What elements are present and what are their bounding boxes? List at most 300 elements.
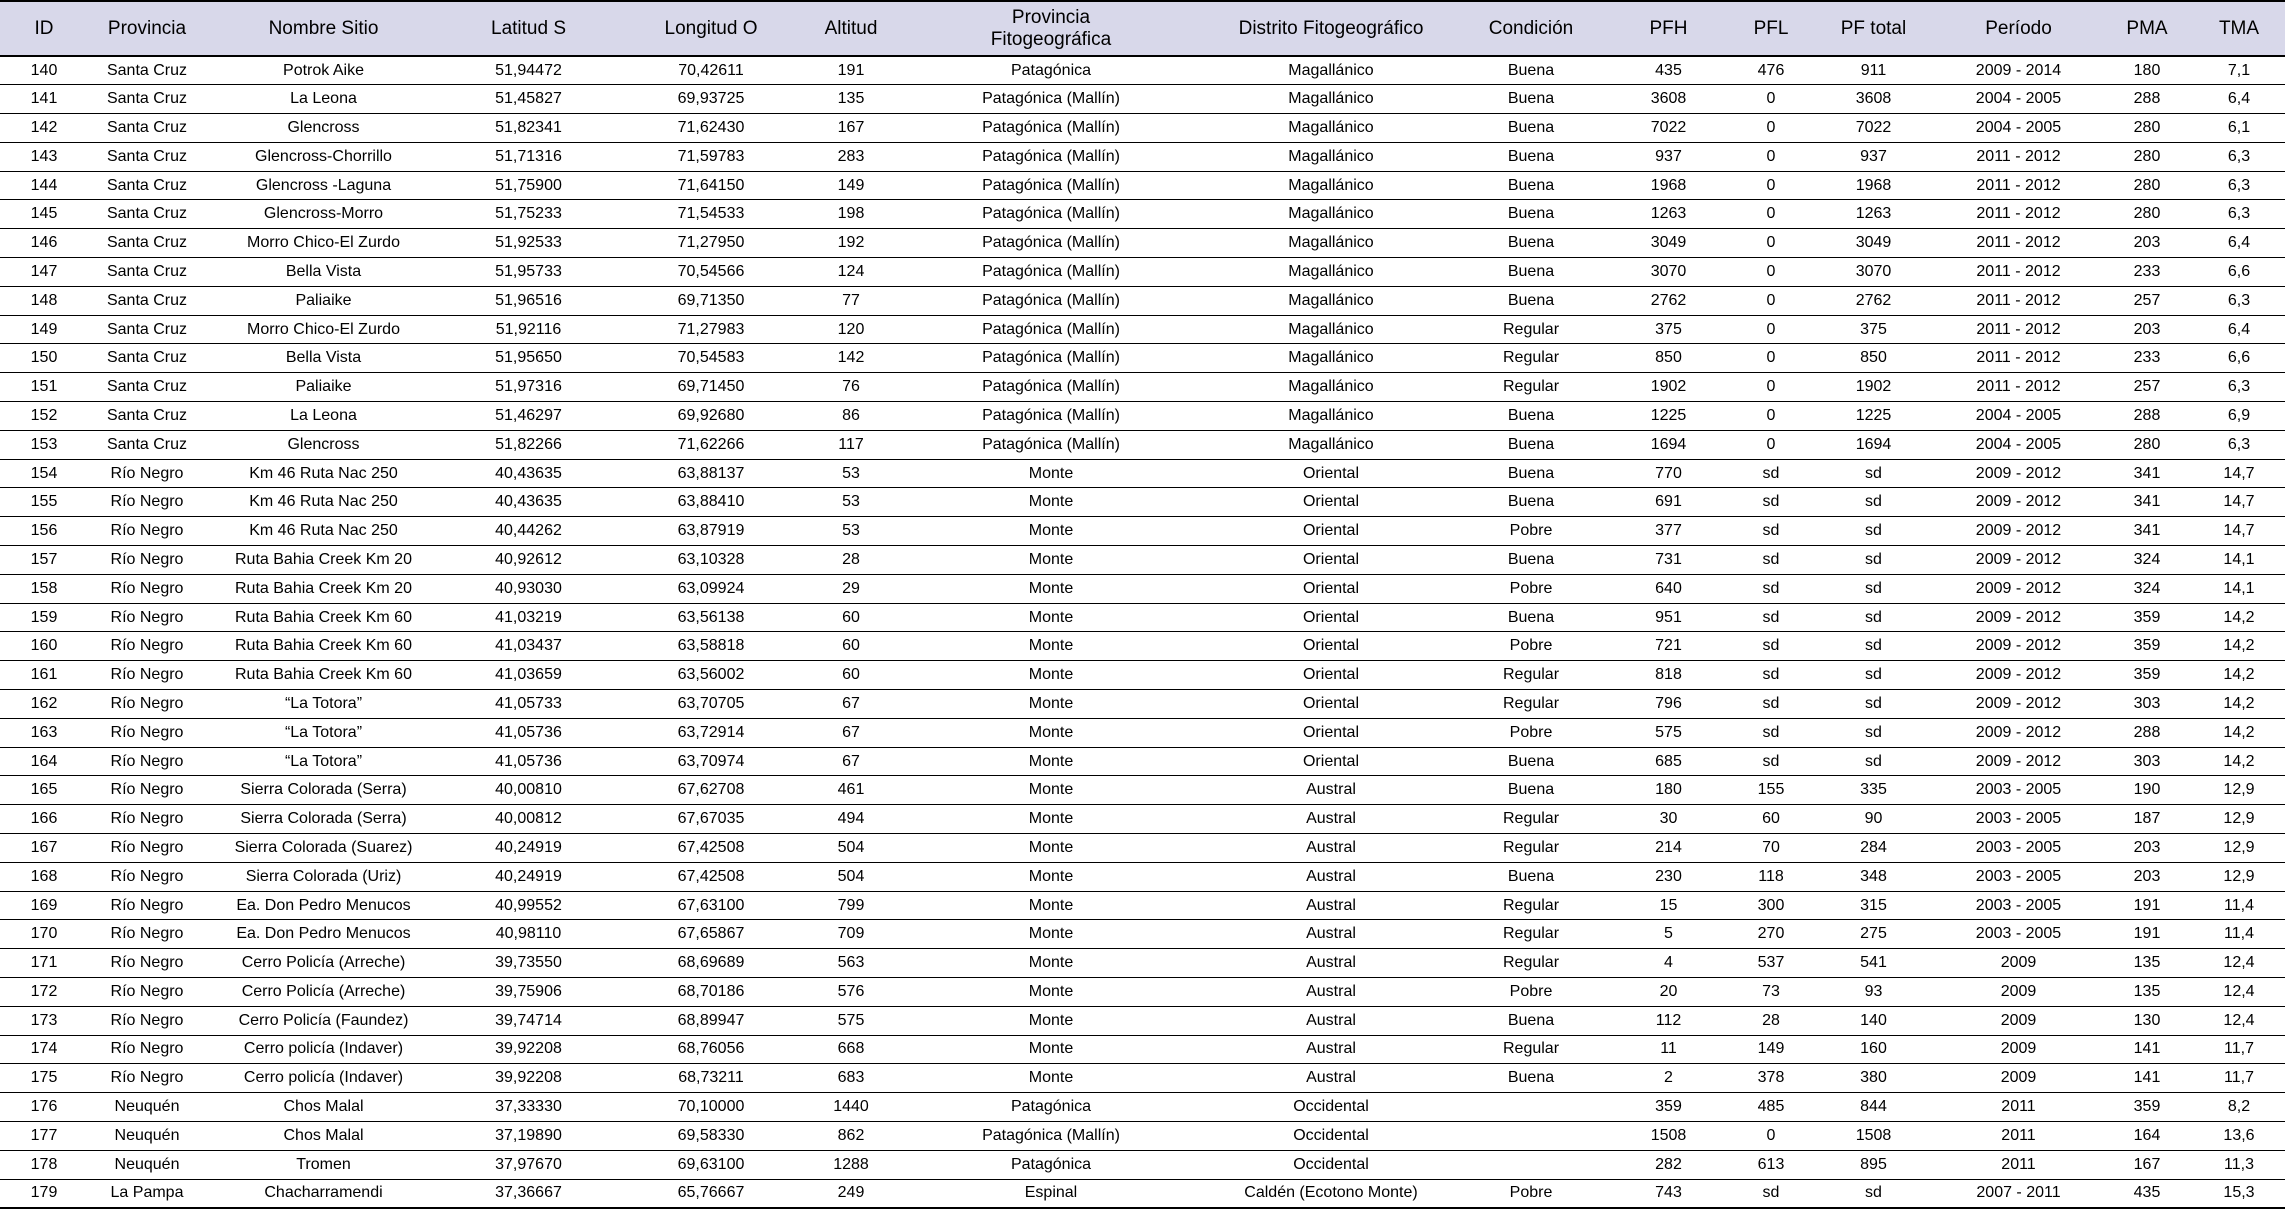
- cell-nombre-sitio: Glencross-Chorrillo: [206, 142, 441, 171]
- cell-id: 151: [0, 373, 88, 402]
- cell-pfl: 0: [1731, 1121, 1811, 1150]
- cell-nombre-sitio: Cerro Policía (Arreche): [206, 978, 441, 1007]
- table-row: [0, 1121, 2285, 1150]
- cell-tma: 12,9: [2193, 805, 2285, 834]
- cell-distrito: Oriental: [1206, 517, 1456, 546]
- cell-pf-total: sd: [1811, 632, 1936, 661]
- cell-pf-total: 895: [1811, 1150, 1936, 1179]
- cell-distrito: Magallánico: [1206, 402, 1456, 431]
- cell-nombre-sitio: Cerro Policía (Arreche): [206, 949, 441, 978]
- table-row: [0, 891, 2285, 920]
- cell-longitud: 63,09924: [616, 574, 806, 603]
- cell-provincia: Santa Cruz: [88, 430, 206, 459]
- cell-pfl: sd: [1731, 574, 1811, 603]
- cell-condicion: Buena: [1456, 85, 1606, 114]
- cell-tma: 6,4: [2193, 315, 2285, 344]
- cell-pf-total: 2762: [1811, 286, 1936, 315]
- table-row: [0, 690, 2285, 719]
- cell-pfh: 4: [1606, 949, 1731, 978]
- cell-pfl: 155: [1731, 776, 1811, 805]
- cell-condicion: Buena: [1456, 862, 1606, 891]
- table-row: [0, 258, 2285, 287]
- cell-pf-total: 380: [1811, 1064, 1936, 1093]
- cell-pf-total: 315: [1811, 891, 1936, 920]
- cell-provincia-fitogeografica: Monte: [896, 862, 1206, 891]
- cell-provincia: Santa Cruz: [88, 286, 206, 315]
- cell-longitud: 63,70705: [616, 690, 806, 719]
- cell-altitud: 1288: [806, 1150, 896, 1179]
- cell-longitud: 69,63100: [616, 1150, 806, 1179]
- cell-tma: 14,7: [2193, 459, 2285, 488]
- cell-condicion: Regular: [1456, 661, 1606, 690]
- cell-provincia-fitogeografica: Monte: [896, 1006, 1206, 1035]
- cell-provincia: Río Negro: [88, 546, 206, 575]
- cell-distrito: Oriental: [1206, 459, 1456, 488]
- cell-condicion: [1456, 1121, 1606, 1150]
- cell-tma: 7,1: [2193, 56, 2285, 85]
- cell-distrito: Caldén (Ecotono Monte): [1206, 1179, 1456, 1208]
- cell-provincia: Río Negro: [88, 834, 206, 863]
- cell-tma: 14,2: [2193, 661, 2285, 690]
- cell-provincia-fitogeografica: Monte: [896, 978, 1206, 1007]
- cell-altitud: 576: [806, 978, 896, 1007]
- table-row: [0, 488, 2285, 517]
- cell-longitud: 71,62266: [616, 430, 806, 459]
- cell-provincia-fitogeografica: Monte: [896, 517, 1206, 546]
- cell-pfl: 0: [1731, 286, 1811, 315]
- header-nombre-sitio: Nombre Sitio: [206, 1, 441, 56]
- cell-pfl: 118: [1731, 862, 1811, 891]
- cell-provincia: Santa Cruz: [88, 85, 206, 114]
- cell-condicion: Pobre: [1456, 574, 1606, 603]
- cell-pfl: 60: [1731, 805, 1811, 834]
- cell-pfl: 0: [1731, 430, 1811, 459]
- cell-provincia-fitogeografica: Patagónica (Mallín): [896, 373, 1206, 402]
- cell-pma: 280: [2101, 200, 2193, 229]
- cell-id: 167: [0, 834, 88, 863]
- cell-pf-total: 7022: [1811, 114, 1936, 143]
- cell-altitud: 149: [806, 171, 896, 200]
- cell-id: 149: [0, 315, 88, 344]
- cell-longitud: 63,56002: [616, 661, 806, 690]
- cell-pfl: 0: [1731, 171, 1811, 200]
- cell-pfh: 818: [1606, 661, 1731, 690]
- cell-altitud: 135: [806, 85, 896, 114]
- cell-distrito: Austral: [1206, 1035, 1456, 1064]
- cell-altitud: 461: [806, 776, 896, 805]
- cell-tma: 14,7: [2193, 488, 2285, 517]
- cell-id: 152: [0, 402, 88, 431]
- cell-pfl: 0: [1731, 402, 1811, 431]
- cell-id: 158: [0, 574, 88, 603]
- cell-provincia-fitogeografica: Monte: [896, 891, 1206, 920]
- cell-nombre-sitio: Cerro Policía (Faundez): [206, 1006, 441, 1035]
- cell-pfl: 485: [1731, 1093, 1811, 1122]
- cell-pfl: sd: [1731, 661, 1811, 690]
- cell-id: 169: [0, 891, 88, 920]
- cell-condicion: Buena: [1456, 56, 1606, 85]
- cell-altitud: 249: [806, 1179, 896, 1208]
- cell-pma: 203: [2101, 862, 2193, 891]
- cell-tma: 14,1: [2193, 546, 2285, 575]
- cell-pf-total: sd: [1811, 574, 1936, 603]
- cell-latitud: 41,03659: [441, 661, 616, 690]
- cell-pma: 141: [2101, 1064, 2193, 1093]
- cell-distrito: Magallánico: [1206, 373, 1456, 402]
- cell-distrito: Magallánico: [1206, 200, 1456, 229]
- table-row: [0, 430, 2285, 459]
- cell-id: 142: [0, 114, 88, 143]
- cell-latitud: 51,94472: [441, 56, 616, 85]
- cell-nombre-sitio: Ea. Don Pedro Menucos: [206, 920, 441, 949]
- cell-id: 157: [0, 546, 88, 575]
- table-row: [0, 142, 2285, 171]
- cell-pfh: 937: [1606, 142, 1731, 171]
- table-row: [0, 574, 2285, 603]
- cell-nombre-sitio: Glencross -Laguna: [206, 171, 441, 200]
- cell-pf-total: sd: [1811, 546, 1936, 575]
- cell-pf-total: 375: [1811, 315, 1936, 344]
- cell-pfl: 378: [1731, 1064, 1811, 1093]
- cell-pf-total: sd: [1811, 661, 1936, 690]
- cell-periodo: 2009 - 2012: [1936, 488, 2101, 517]
- cell-nombre-sitio: Sierra Colorada (Serra): [206, 776, 441, 805]
- cell-latitud: 51,92116: [441, 315, 616, 344]
- cell-periodo: 2009: [1936, 1064, 2101, 1093]
- cell-pfh: 721: [1606, 632, 1731, 661]
- cell-altitud: 67: [806, 718, 896, 747]
- cell-pf-total: 335: [1811, 776, 1936, 805]
- cell-pfh: 685: [1606, 747, 1731, 776]
- cell-latitud: 40,43635: [441, 459, 616, 488]
- cell-nombre-sitio: Bella Vista: [206, 258, 441, 287]
- cell-id: 161: [0, 661, 88, 690]
- cell-periodo: 2009 - 2014: [1936, 56, 2101, 85]
- cell-pf-total: 160: [1811, 1035, 1936, 1064]
- cell-pfh: 575: [1606, 718, 1731, 747]
- cell-condicion: Buena: [1456, 171, 1606, 200]
- cell-pfh: 3049: [1606, 229, 1731, 258]
- cell-altitud: 563: [806, 949, 896, 978]
- cell-pma: 280: [2101, 430, 2193, 459]
- cell-provincia-fitogeografica: Monte: [896, 1064, 1206, 1093]
- cell-altitud: 668: [806, 1035, 896, 1064]
- cell-pfl: sd: [1731, 632, 1811, 661]
- cell-tma: 6,4: [2193, 229, 2285, 258]
- cell-latitud: 40,24919: [441, 834, 616, 863]
- cell-longitud: 71,54533: [616, 200, 806, 229]
- cell-tma: 12,9: [2193, 776, 2285, 805]
- cell-distrito: Magallánico: [1206, 171, 1456, 200]
- cell-periodo: 2003 - 2005: [1936, 805, 2101, 834]
- cell-pfh: 770: [1606, 459, 1731, 488]
- cell-provincia-fitogeografica: Monte: [896, 632, 1206, 661]
- cell-periodo: 2011 - 2012: [1936, 229, 2101, 258]
- table-row: [0, 805, 2285, 834]
- cell-periodo: 2009 - 2012: [1936, 459, 2101, 488]
- cell-id: 155: [0, 488, 88, 517]
- cell-pma: 257: [2101, 373, 2193, 402]
- cell-distrito: Oriental: [1206, 661, 1456, 690]
- cell-nombre-sitio: “La Totora”: [206, 718, 441, 747]
- cell-pfl: 613: [1731, 1150, 1811, 1179]
- cell-condicion: Buena: [1456, 200, 1606, 229]
- cell-tma: 11,7: [2193, 1035, 2285, 1064]
- cell-latitud: 37,97670: [441, 1150, 616, 1179]
- cell-provincia: Río Negro: [88, 1006, 206, 1035]
- cell-condicion: [1456, 1093, 1606, 1122]
- cell-distrito: Austral: [1206, 1064, 1456, 1093]
- cell-nombre-sitio: Chacharramendi: [206, 1179, 441, 1208]
- cell-nombre-sitio: Glencross: [206, 430, 441, 459]
- cell-distrito: Occidental: [1206, 1150, 1456, 1179]
- cell-provincia: La Pampa: [88, 1179, 206, 1208]
- cell-condicion: Buena: [1456, 459, 1606, 488]
- cell-pma: 190: [2101, 776, 2193, 805]
- cell-longitud: 67,42508: [616, 834, 806, 863]
- cell-nombre-sitio: Ruta Bahia Creek Km 60: [206, 632, 441, 661]
- cell-id: 168: [0, 862, 88, 891]
- table-row: [0, 344, 2285, 373]
- cell-periodo: 2009 - 2012: [1936, 661, 2101, 690]
- cell-id: 170: [0, 920, 88, 949]
- cell-condicion: Regular: [1456, 1035, 1606, 1064]
- cell-provincia-fitogeografica: Patagónica (Mallín): [896, 114, 1206, 143]
- cell-periodo: 2011: [1936, 1093, 2101, 1122]
- cell-condicion: Pobre: [1456, 632, 1606, 661]
- cell-pfh: 2762: [1606, 286, 1731, 315]
- cell-pma: 187: [2101, 805, 2193, 834]
- cell-provincia-fitogeografica: Patagónica: [896, 1093, 1206, 1122]
- cell-distrito: Austral: [1206, 1006, 1456, 1035]
- cell-nombre-sitio: Glencross-Morro: [206, 200, 441, 229]
- cell-pma: 435: [2101, 1179, 2193, 1208]
- cell-provincia: Neuquén: [88, 1150, 206, 1179]
- cell-id: 154: [0, 459, 88, 488]
- cell-condicion: Regular: [1456, 344, 1606, 373]
- cell-periodo: 2011 - 2012: [1936, 344, 2101, 373]
- cell-provincia-fitogeografica: Monte: [896, 574, 1206, 603]
- cell-distrito: Austral: [1206, 862, 1456, 891]
- header-provincia-fitogeografica-line1: Provincia: [1011, 6, 1091, 28]
- cell-provincia-fitogeografica: Patagónica (Mallín): [896, 430, 1206, 459]
- cell-tma: 6,1: [2193, 114, 2285, 143]
- cell-condicion: Buena: [1456, 286, 1606, 315]
- cell-tma: 11,3: [2193, 1150, 2285, 1179]
- cell-pma: 341: [2101, 459, 2193, 488]
- cell-provincia-fitogeografica: Monte: [896, 949, 1206, 978]
- cell-pma: 130: [2101, 1006, 2193, 1035]
- cell-periodo: 2004 - 2005: [1936, 85, 2101, 114]
- cell-id: 172: [0, 978, 88, 1007]
- cell-provincia-fitogeografica: Monte: [896, 690, 1206, 719]
- cell-provincia: Santa Cruz: [88, 142, 206, 171]
- header-latitud: Latitud S: [441, 1, 616, 56]
- cell-longitud: 67,42508: [616, 862, 806, 891]
- cell-pf-total: 937: [1811, 142, 1936, 171]
- cell-nombre-sitio: “La Totora”: [206, 747, 441, 776]
- cell-altitud: 120: [806, 315, 896, 344]
- cell-condicion: Buena: [1456, 430, 1606, 459]
- cell-tma: 6,3: [2193, 142, 2285, 171]
- cell-condicion: Regular: [1456, 690, 1606, 719]
- table-row: [0, 920, 2285, 949]
- header-pfl: PFL: [1731, 1, 1811, 56]
- cell-pma: 257: [2101, 286, 2193, 315]
- cell-longitud: 70,54566: [616, 258, 806, 287]
- cell-periodo: 2009 - 2012: [1936, 718, 2101, 747]
- table-row: [0, 171, 2285, 200]
- cell-latitud: 41,05733: [441, 690, 616, 719]
- cell-nombre-sitio: Sierra Colorada (Suarez): [206, 834, 441, 863]
- cell-pfh: 282: [1606, 1150, 1731, 1179]
- cell-pfh: 377: [1606, 517, 1731, 546]
- cell-pfh: 230: [1606, 862, 1731, 891]
- cell-longitud: 63,56138: [616, 603, 806, 632]
- cell-provincia: Río Negro: [88, 488, 206, 517]
- cell-pfl: sd: [1731, 488, 1811, 517]
- cell-provincia: Río Negro: [88, 1035, 206, 1064]
- table-body: [0, 56, 2285, 1208]
- cell-condicion: Buena: [1456, 603, 1606, 632]
- cell-provincia: Santa Cruz: [88, 229, 206, 258]
- table-row: [0, 862, 2285, 891]
- cell-provincia-fitogeografica: Patagónica (Mallín): [896, 229, 1206, 258]
- cell-periodo: 2003 - 2005: [1936, 834, 2101, 863]
- cell-id: 145: [0, 200, 88, 229]
- cell-pfl: sd: [1731, 517, 1811, 546]
- cell-nombre-sitio: Ea. Don Pedro Menucos: [206, 891, 441, 920]
- cell-nombre-sitio: Sierra Colorada (Serra): [206, 805, 441, 834]
- cell-id: 163: [0, 718, 88, 747]
- cell-provincia-fitogeografica: Patagónica (Mallín): [896, 142, 1206, 171]
- table-row: [0, 603, 2285, 632]
- cell-tma: 8,2: [2193, 1093, 2285, 1122]
- cell-pf-total: 3608: [1811, 85, 1936, 114]
- cell-pma: 203: [2101, 229, 2193, 258]
- cell-pma: 359: [2101, 632, 2193, 661]
- cell-condicion: Buena: [1456, 114, 1606, 143]
- cell-latitud: 39,75906: [441, 978, 616, 1007]
- cell-id: 176: [0, 1093, 88, 1122]
- cell-periodo: 2009 - 2012: [1936, 632, 2101, 661]
- cell-provincia: Neuquén: [88, 1121, 206, 1150]
- cell-distrito: Magallánico: [1206, 229, 1456, 258]
- cell-tma: 14,2: [2193, 747, 2285, 776]
- cell-pma: 203: [2101, 315, 2193, 344]
- cell-nombre-sitio: Chos Malal: [206, 1121, 441, 1150]
- cell-pfh: 1225: [1606, 402, 1731, 431]
- table-row: [0, 56, 2285, 85]
- cell-id: 177: [0, 1121, 88, 1150]
- cell-id: 160: [0, 632, 88, 661]
- cell-periodo: 2011 - 2012: [1936, 373, 2101, 402]
- cell-distrito: Oriental: [1206, 747, 1456, 776]
- cell-longitud: 63,88410: [616, 488, 806, 517]
- cell-provincia-fitogeografica: Patagónica (Mallín): [896, 402, 1206, 431]
- header-condicion: Condición: [1456, 1, 1606, 56]
- cell-provincia: Santa Cruz: [88, 56, 206, 85]
- cell-altitud: 67: [806, 690, 896, 719]
- table-row: [0, 402, 2285, 431]
- cell-periodo: 2009: [1936, 1006, 2101, 1035]
- cell-distrito: Magallánico: [1206, 344, 1456, 373]
- cell-pfl: sd: [1731, 718, 1811, 747]
- cell-condicion: Buena: [1456, 258, 1606, 287]
- cell-longitud: 71,62430: [616, 114, 806, 143]
- cell-latitud: 51,82341: [441, 114, 616, 143]
- cell-longitud: 63,70974: [616, 747, 806, 776]
- cell-longitud: 70,42611: [616, 56, 806, 85]
- cell-pf-total: 348: [1811, 862, 1936, 891]
- cell-latitud: 40,99552: [441, 891, 616, 920]
- cell-distrito: Austral: [1206, 949, 1456, 978]
- cell-longitud: 63,72914: [616, 718, 806, 747]
- cell-pfh: 731: [1606, 546, 1731, 575]
- cell-provincia: Río Negro: [88, 747, 206, 776]
- cell-nombre-sitio: Km 46 Ruta Nac 250: [206, 488, 441, 517]
- cell-altitud: 191: [806, 56, 896, 85]
- cell-distrito: Magallánico: [1206, 430, 1456, 459]
- cell-pfh: 180: [1606, 776, 1731, 805]
- cell-latitud: 41,03219: [441, 603, 616, 632]
- cell-pf-total: sd: [1811, 718, 1936, 747]
- cell-provincia-fitogeografica: Monte: [896, 546, 1206, 575]
- cell-latitud: 51,92533: [441, 229, 616, 258]
- cell-pf-total: sd: [1811, 1179, 1936, 1208]
- cell-altitud: 76: [806, 373, 896, 402]
- cell-pfh: 435: [1606, 56, 1731, 85]
- cell-nombre-sitio: Cerro policía (Indaver): [206, 1064, 441, 1093]
- cell-nombre-sitio: Ruta Bahia Creek Km 60: [206, 661, 441, 690]
- cell-condicion: [1456, 1150, 1606, 1179]
- cell-condicion: Pobre: [1456, 517, 1606, 546]
- cell-latitud: 39,92208: [441, 1035, 616, 1064]
- cell-id: 144: [0, 171, 88, 200]
- cell-tma: 12,9: [2193, 862, 2285, 891]
- header-periodo: Período: [1936, 1, 2101, 56]
- cell-nombre-sitio: Sierra Colorada (Uriz): [206, 862, 441, 891]
- cell-condicion: Pobre: [1456, 978, 1606, 1007]
- cell-periodo: 2004 - 2005: [1936, 402, 2101, 431]
- cell-tma: 6,3: [2193, 373, 2285, 402]
- cell-pfh: 15: [1606, 891, 1731, 920]
- cell-tma: 12,4: [2193, 1006, 2285, 1035]
- cell-distrito: Occidental: [1206, 1121, 1456, 1150]
- cell-provincia: Río Negro: [88, 574, 206, 603]
- cell-pfh: 1508: [1606, 1121, 1731, 1150]
- cell-condicion: Regular: [1456, 315, 1606, 344]
- cell-distrito: Oriental: [1206, 488, 1456, 517]
- cell-periodo: 2009: [1936, 978, 2101, 1007]
- cell-id: 150: [0, 344, 88, 373]
- cell-distrito: Austral: [1206, 834, 1456, 863]
- cell-pma: 324: [2101, 574, 2193, 603]
- header-altitud: Altitud: [806, 1, 896, 56]
- cell-periodo: 2009: [1936, 1035, 2101, 1064]
- cell-pma: 341: [2101, 517, 2193, 546]
- cell-latitud: 40,00810: [441, 776, 616, 805]
- cell-provincia: Río Negro: [88, 776, 206, 805]
- cell-tma: 6,3: [2193, 200, 2285, 229]
- cell-provincia: Río Negro: [88, 949, 206, 978]
- table-row: [0, 373, 2285, 402]
- cell-id: 143: [0, 142, 88, 171]
- cell-longitud: 68,76056: [616, 1035, 806, 1064]
- cell-provincia-fitogeografica: Monte: [896, 459, 1206, 488]
- cell-nombre-sitio: Ruta Bahia Creek Km 20: [206, 546, 441, 575]
- cell-periodo: 2009 - 2012: [1936, 603, 2101, 632]
